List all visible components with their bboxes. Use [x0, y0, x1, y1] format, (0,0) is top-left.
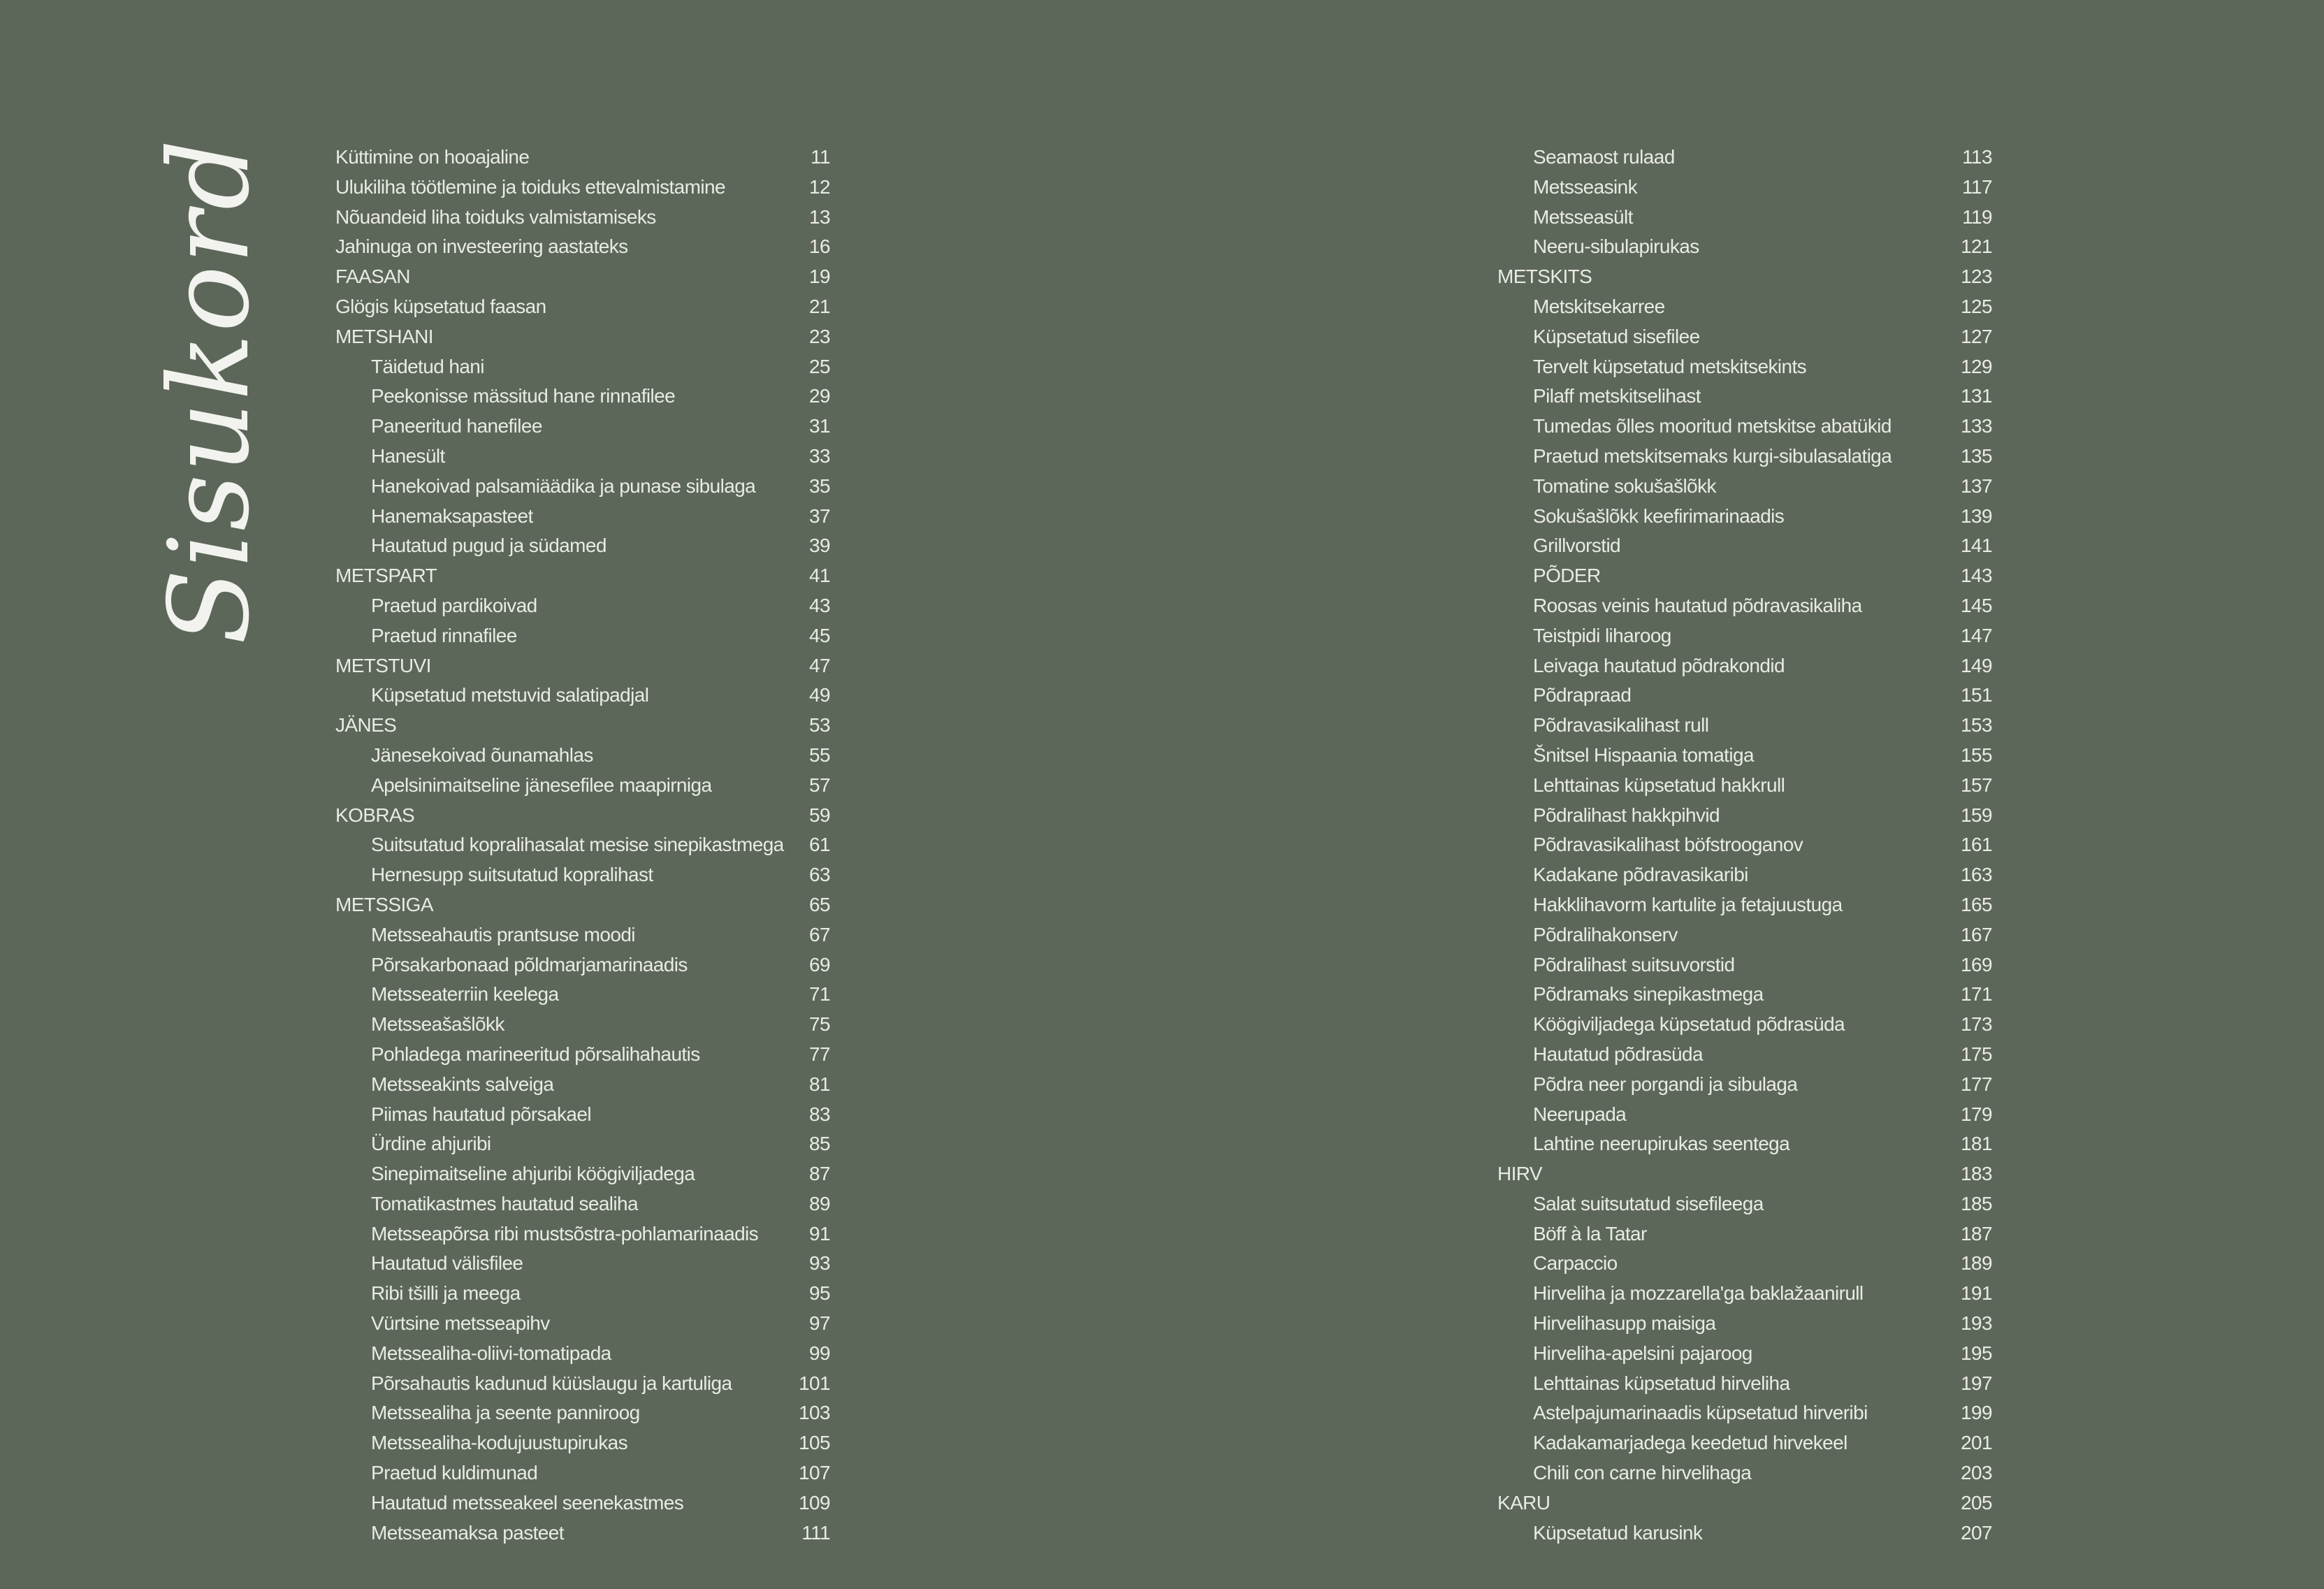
toc-entry-page-number: 45	[809, 624, 830, 646]
toc-section-entry	[335, 711, 830, 741]
toc-entry-title: Neeru-sibulapirukas	[1533, 235, 1699, 258]
toc-entry-page-number: 185	[1961, 1192, 1992, 1214]
toc-entry-page-number: 85	[809, 1133, 830, 1155]
toc-entry-page-number: 151	[1961, 684, 1992, 706]
toc-entry-title: Hakklihavorm kartulite ja fetajuustuga	[1533, 893, 1843, 915]
toc-entry-title: Praetud metskitsemaks kurgi-sibulasalatiga	[1533, 444, 1892, 467]
toc-entry-page-number: 55	[809, 743, 830, 766]
toc-entry-page-number: 101	[799, 1372, 830, 1394]
toc-entry-title: Seamaost rulaad	[1533, 146, 1675, 168]
toc-entry-page-number: 31	[809, 415, 830, 437]
toc-recipe-entry	[335, 621, 830, 651]
toc-entry-title: Põdra neer porgandi ja sibulaga	[1533, 1073, 1798, 1095]
toc-entry-title: Tervelt küpsetatud metskitsekints	[1533, 355, 1807, 377]
toc-entry-title: HIRV	[1497, 1163, 1542, 1185]
toc-entry-page-number: 29	[809, 385, 830, 407]
toc-entry-page-number: 139	[1961, 505, 1992, 527]
toc-entry-title: KARU	[1497, 1491, 1550, 1514]
toc-recipe-entry	[1497, 1369, 1992, 1399]
toc-entry-title: Sokušašlõkk keefirimarinaadis	[1533, 505, 1785, 527]
toc-entry-page-number: 199	[1961, 1402, 1992, 1424]
toc-entry-page-number: 129	[1961, 355, 1992, 377]
toc-recipe-entry	[1497, 502, 1992, 532]
toc-entry-page-number: 143	[1961, 565, 1992, 587]
toc-recipe-entry	[335, 1249, 830, 1279]
toc-entry-page-number: 21	[809, 295, 830, 317]
toc-recipe-entry	[1497, 1249, 1992, 1279]
toc-recipe-entry	[1497, 741, 1992, 771]
toc-entry-page-number: 57	[809, 774, 830, 796]
toc-section-entry	[335, 143, 830, 173]
toc-entry-title: Metsseahautis prantsuse moodi	[371, 923, 635, 945]
toc-recipe-entry	[335, 1309, 830, 1339]
toc-recipe-entry	[1497, 1070, 1992, 1100]
toc-entry-page-number: 65	[809, 893, 830, 915]
toc-recipe-entry	[335, 860, 830, 890]
toc-entry-page-number: 131	[1961, 385, 1992, 407]
toc-entry-title: Põdralihast suitsuvorstid	[1533, 953, 1735, 975]
toc-entry-title: Metsseakints salveiga	[371, 1073, 554, 1095]
toc-entry-title: Põdralihast hakkpihvid	[1533, 804, 1720, 826]
toc-entry-title: Neerupada	[1533, 1103, 1627, 1125]
toc-recipe-entry	[1497, 1100, 1992, 1130]
toc-entry-page-number: 135	[1961, 444, 1992, 467]
toc-entry-page-number: 155	[1961, 743, 1992, 766]
toc-recipe-entry	[335, 1428, 830, 1458]
toc-entry-page-number: 193	[1961, 1312, 1992, 1335]
toc-entry-page-number: 123	[1961, 266, 1992, 288]
toc-entry-title: Hirveliha-apelsini pajaroog	[1533, 1342, 1752, 1364]
toc-entry-title: Hernesupp suitsutatud kopralihast	[371, 864, 653, 886]
toc-recipe-entry	[1497, 830, 1992, 860]
toc-entry-title: Põdravasikalihast rull	[1533, 714, 1709, 737]
toc-entry-page-number: 117	[1962, 175, 1992, 198]
toc-entry-page-number: 109	[799, 1491, 830, 1514]
toc-entry-title: Sinepimaitseline ahjuribi köögiviljadega	[371, 1163, 695, 1185]
toc-recipe-entry	[1497, 920, 1992, 950]
toc-entry-title: KOBRAS	[335, 804, 415, 826]
toc-recipe-entry	[1497, 651, 1992, 681]
toc-section-entry	[335, 262, 830, 292]
toc-entry-page-number: 153	[1961, 714, 1992, 737]
toc-entry-page-number: 43	[809, 594, 830, 616]
toc-entry-page-number: 71	[809, 983, 830, 1006]
toc-entry-page-number: 83	[809, 1103, 830, 1125]
toc-entry-title: Peekonisse mässitud hane rinnafilee	[371, 385, 676, 407]
toc-recipe-entry	[1497, 1189, 1992, 1219]
toc-recipe-entry	[1497, 890, 1992, 920]
toc-section-entry	[335, 292, 830, 322]
toc-entry-page-number: 145	[1961, 594, 1992, 616]
toc-entry-title: Paneeritud hanefilee	[371, 415, 542, 437]
toc-entry-title: Metsseasink	[1533, 175, 1638, 198]
toc-entry-title: Tomatikastmes hautatud sealiha	[371, 1192, 638, 1214]
toc-entry-title: Metsseamaksa pasteet	[371, 1521, 564, 1544]
toc-recipe-entry	[335, 1100, 830, 1130]
toc-section-entry	[335, 203, 830, 233]
toc-entry-title: Praetud kuldimunad	[371, 1462, 538, 1484]
toc-entry-title: METSKITS	[1497, 266, 1592, 288]
toc-entry-page-number: 63	[809, 864, 830, 886]
toc-entry-page-number: 107	[799, 1462, 830, 1484]
toc-entry-title: Hanesült	[371, 444, 445, 467]
toc-recipe-entry	[1497, 1219, 1992, 1249]
toc-recipe-entry	[335, 531, 830, 561]
toc-recipe-entry	[335, 830, 830, 860]
toc-entry-title: Suitsutatud kopralihasalat mesise sinepikastmega	[371, 834, 784, 856]
toc-entry-title: Lehttainas küpsetatud hakkrull	[1533, 774, 1785, 796]
toc-entry-title: Šnitsel Hispaania tomatiga	[1533, 743, 1754, 766]
toc-entry-title: Küttimine on hooajaline	[335, 146, 530, 168]
toc-recipe-entry	[335, 980, 830, 1010]
toc-entry-title: Grillvorstid	[1533, 535, 1621, 557]
toc-entry-title: METSSIGA	[335, 893, 433, 915]
toc-entry-title: Küpsetatud sisefilee	[1533, 325, 1700, 347]
toc-recipe-entry	[335, 1279, 830, 1309]
toc-entry-page-number: 189	[1961, 1252, 1992, 1275]
toc-recipe-entry	[1497, 1040, 1992, 1070]
toc-entry-page-number: 175	[1961, 1043, 1992, 1065]
toc-entry-title: Tumedas õlles mooritud metskitse abatükid	[1533, 415, 1891, 437]
toc-recipe-entry	[335, 1129, 830, 1159]
toc-entry-page-number: 111	[801, 1521, 830, 1544]
contents-heading	[133, 138, 286, 645]
toc-recipe-entry	[1497, 621, 1992, 651]
toc-entry-title: Hanemaksapasteet	[371, 505, 533, 527]
toc-entry-page-number: 181	[1961, 1133, 1992, 1155]
toc-entry-title: Glögis küpsetatud faasan	[335, 295, 546, 317]
toc-entry-title: FAASAN	[335, 266, 410, 288]
toc-entry-page-number: 203	[1961, 1462, 1992, 1484]
toc-recipe-entry	[1497, 1279, 1992, 1309]
toc-recipe-entry	[335, 1070, 830, 1100]
toc-recipe-entry	[1497, 292, 1992, 322]
toc-entry-page-number: 59	[809, 804, 830, 826]
toc-recipe-entry	[1497, 1398, 1992, 1428]
toc-entry-title: Täidetud hani	[371, 355, 484, 377]
toc-entry-page-number: 141	[1961, 535, 1992, 557]
toc-entry-title: Metsseaterriin keelega	[371, 983, 559, 1006]
toc-entry-title: Hirvelihasupp maisiga	[1533, 1312, 1716, 1335]
toc-left-column	[335, 143, 830, 1548]
toc-section-entry	[335, 890, 830, 920]
toc-entry-page-number: 47	[809, 654, 830, 676]
toc-recipe-entry	[335, 1458, 830, 1488]
toc-entry-page-number: 89	[809, 1192, 830, 1214]
toc-entry-page-number: 23	[809, 325, 830, 347]
toc-entry-title: METSHANI	[335, 325, 433, 347]
toc-entry-page-number: 75	[809, 1013, 830, 1036]
toc-entry-title: Praetud rinnafilee	[371, 624, 517, 646]
toc-recipe-entry	[1497, 203, 1992, 233]
toc-section-entry	[335, 561, 830, 591]
toc-entry-title: Pohladega marineeritud põrsalihahautis	[371, 1043, 700, 1065]
toc-entry-title: Ribi tšilli ja meega	[371, 1282, 521, 1305]
toc-recipe-entry	[1497, 1129, 1992, 1159]
toc-entry-page-number: 93	[809, 1252, 830, 1275]
toc-section-entry	[1497, 262, 1992, 292]
toc-entry-title: Teistpidi liharoog	[1533, 624, 1671, 646]
toc-recipe-entry	[335, 502, 830, 532]
toc-entry-title: Vürtsine metsseapihv	[371, 1312, 550, 1335]
toc-recipe-entry	[1497, 591, 1992, 621]
toc-entry-page-number: 183	[1961, 1163, 1992, 1185]
toc-entry-page-number: 33	[809, 444, 830, 467]
toc-recipe-entry	[1497, 1309, 1992, 1339]
toc-entry-title: JÄNES	[335, 714, 397, 737]
toc-recipe-entry	[1497, 531, 1992, 561]
toc-entry-page-number: 187	[1961, 1222, 1992, 1245]
toc-entry-page-number: 25	[809, 355, 830, 377]
toc-entry-title: Metssealiha-kodujuustupirukas	[371, 1432, 628, 1454]
toc-entry-title: METSPART	[335, 565, 437, 587]
toc-entry-page-number: 179	[1961, 1103, 1992, 1125]
toc-section-entry	[1497, 1488, 1992, 1518]
toc-entry-page-number: 67	[809, 923, 830, 945]
toc-entry-title: Põdravasikalihast böfstrooganov	[1533, 834, 1803, 856]
toc-recipe-entry	[335, 741, 830, 771]
toc-section-entry	[1497, 1159, 1992, 1189]
toc-entry-page-number: 13	[809, 205, 830, 228]
toc-entry-title: Metskitsekarree	[1533, 295, 1665, 317]
toc-entry-title: METSTUVI	[335, 654, 431, 676]
toc-entry-page-number: 147	[1961, 624, 1992, 646]
toc-recipe-entry	[335, 352, 830, 382]
toc-recipe-entry	[1497, 322, 1992, 352]
toc-entry-page-number: 121	[1961, 235, 1992, 258]
toc-entry-page-number: 11	[811, 146, 830, 168]
toc-entry-title: Metsseasült	[1533, 205, 1633, 228]
toc-entry-page-number: 161	[1961, 834, 1992, 856]
toc-recipe-entry	[335, 1398, 830, 1428]
toc-recipe-entry	[335, 382, 830, 412]
toc-entry-page-number: 19	[809, 266, 830, 288]
toc-entry-page-number: 205	[1961, 1491, 1992, 1514]
toc-entry-title: Jänesekoivad õunamahlas	[371, 743, 593, 766]
toc-recipe-entry	[1497, 1518, 1992, 1548]
toc-entry-title: Põdrapraad	[1533, 684, 1632, 706]
toc-entry-page-number: 119	[1962, 205, 1992, 228]
toc-recipe-entry	[1497, 382, 1992, 412]
toc-entry-page-number: 95	[809, 1282, 830, 1305]
toc-recipe-entry	[335, 1189, 830, 1219]
toc-entry-page-number: 207	[1961, 1521, 1992, 1544]
toc-entry-page-number: 103	[799, 1402, 830, 1424]
toc-entry-page-number: 149	[1961, 654, 1992, 676]
toc-entry-page-number: 169	[1961, 953, 1992, 975]
toc-entry-page-number: 127	[1961, 325, 1992, 347]
toc-entry-page-number: 191	[1961, 1282, 1992, 1305]
toc-recipe-entry	[335, 1010, 830, 1040]
toc-entry-title: Tomatine sokušašlõkk	[1533, 474, 1716, 497]
toc-entry-title: Põdralihakonserv	[1533, 923, 1678, 945]
toc-entry-page-number: 163	[1961, 864, 1992, 886]
toc-entry-title: Roosas veinis hautatud põdravasikaliha	[1533, 594, 1862, 616]
toc-entry-page-number: 197	[1961, 1372, 1992, 1394]
toc-entry-title: Salat suitsutatud sisefileega	[1533, 1192, 1764, 1214]
toc-recipe-entry	[335, 920, 830, 950]
toc-entry-page-number: 53	[809, 714, 830, 737]
toc-entry-page-number: 81	[809, 1073, 830, 1095]
toc-entry-title: Ulukiliha töötlemine ja toiduks ettevalmistamine	[335, 175, 725, 198]
toc-entry-title: Kadakamarjadega keedetud hirvekeel	[1533, 1432, 1847, 1454]
toc-recipe-entry	[335, 681, 830, 711]
toc-recipe-entry	[1497, 173, 1992, 203]
toc-recipe-entry	[1497, 442, 1992, 472]
toc-entry-title: Apelsinimaitseline jänesefilee maapirniga	[371, 774, 712, 796]
toc-entry-title: Hautatud põdrasüda	[1533, 1043, 1703, 1065]
toc-entry-title: Nõuandeid liha toiduks valmistamiseks	[335, 205, 656, 228]
toc-entry-page-number: 177	[1961, 1073, 1992, 1095]
toc-recipe-entry	[1497, 950, 1992, 980]
toc-entry-page-number: 37	[809, 505, 830, 527]
toc-recipe-entry	[335, 1159, 830, 1189]
toc-entry-title: Leivaga hautatud põdrakondid	[1533, 654, 1785, 676]
toc-recipe-entry	[1497, 1010, 1992, 1040]
toc-entry-title: Hirveliha ja mozzarella'ga baklažaanirull	[1533, 1282, 1864, 1305]
toc-entry-page-number: 99	[809, 1342, 830, 1364]
toc-section-entry	[335, 322, 830, 352]
toc-recipe-entry	[335, 1339, 830, 1369]
toc-entry-page-number: 113	[1962, 146, 1992, 168]
toc-section-entry	[335, 232, 830, 262]
toc-entry-title: Metsseapõrsa ribi mustsõstra-pohlamarinaadis	[371, 1222, 759, 1245]
toc-recipe-entry	[335, 442, 830, 472]
toc-entry-page-number: 159	[1961, 804, 1992, 826]
toc-entry-page-number: 157	[1961, 774, 1992, 796]
toc-recipe-entry	[1497, 801, 1992, 831]
toc-recipe-entry	[335, 771, 830, 801]
toc-entry-title: Ürdine ahjuribi	[371, 1133, 491, 1155]
toc-entry-title: Piimas hautatud põrsakael	[371, 1103, 591, 1125]
toc-entry-title: Pilaff metskitselihast	[1533, 385, 1701, 407]
toc-entry-title: Praetud pardikoivad	[371, 594, 537, 616]
toc-recipe-entry	[1497, 232, 1992, 262]
toc-recipe-entry	[335, 1518, 830, 1548]
toc-recipe-entry	[1497, 412, 1992, 442]
toc-recipe-entry	[1497, 711, 1992, 741]
toc-entry-title: Metssealiha-oliivi-tomatipada	[371, 1342, 611, 1364]
toc-entry-title: Lahtine neerupirukas seentega	[1533, 1133, 1790, 1155]
toc-entry-page-number: 173	[1961, 1013, 1992, 1036]
toc-entry-title: Chili con carne hirvelihaga	[1533, 1462, 1752, 1484]
toc-entry-title: Böff à la Tatar	[1533, 1222, 1647, 1245]
toc-entry-page-number: 87	[809, 1163, 830, 1185]
toc-entry-title: Kadakane põdravasikaribi	[1533, 864, 1748, 886]
toc-section-entry	[335, 801, 830, 831]
toc-entry-page-number: 35	[809, 474, 830, 497]
toc-section-entry	[335, 651, 830, 681]
toc-entry-title: Metssealiha ja seente panniroog	[371, 1402, 640, 1424]
toc-entry-title: Metsseašašlõkk	[371, 1013, 504, 1036]
toc-entry-page-number: 171	[1961, 983, 1992, 1006]
toc-entry-page-number: 125	[1961, 295, 1992, 317]
toc-entry-title: Hanekoivad palsamiäädika ja punase sibulaga	[371, 474, 756, 497]
toc-entry-title: Põdramaks sinepikastmega	[1533, 983, 1764, 1006]
toc-entry-page-number: 61	[809, 834, 830, 856]
toc-recipe-entry	[1497, 1339, 1992, 1369]
toc-entry-title: Küpsetatud metstuvid salatipadjal	[371, 684, 649, 706]
toc-entry-page-number: 16	[809, 235, 830, 258]
toc-recipe-entry	[335, 472, 830, 502]
toc-entry-title: Hautatud metsseakeel seenekastmes	[371, 1491, 684, 1514]
toc-recipe-entry	[1497, 143, 1992, 173]
toc-recipe-entry	[335, 1369, 830, 1399]
toc-entry-title: Hautatud pugud ja südamed	[371, 535, 607, 557]
toc-entry-page-number: 137	[1961, 474, 1992, 497]
toc-entry-title: Põrsakarbonaad põldmarjamarinaadis	[371, 953, 688, 975]
toc-recipe-entry	[335, 591, 830, 621]
toc-entry-page-number: 69	[809, 953, 830, 975]
toc-entry-title: Jahinuga on investeering aastateks	[335, 235, 628, 258]
toc-entry-page-number: 49	[809, 684, 830, 706]
toc-entry-title: Carpaccio	[1533, 1252, 1618, 1275]
toc-recipe-entry	[1497, 681, 1992, 711]
toc-recipe-entry	[1497, 771, 1992, 801]
toc-recipe-entry	[1497, 472, 1992, 502]
toc-recipe-entry	[335, 1219, 830, 1249]
toc-recipe-entry	[1497, 980, 1992, 1010]
toc-recipe-entry	[1497, 352, 1992, 382]
toc-recipe-entry	[1497, 860, 1992, 890]
toc-entry-page-number: 12	[809, 175, 830, 198]
toc-entry-page-number: 167	[1961, 923, 1992, 945]
toc-recipe-entry	[335, 950, 830, 980]
toc-recipe-entry	[1497, 1428, 1992, 1458]
toc-recipe-entry	[1497, 561, 1992, 591]
toc-entry-title: PÕDER	[1533, 565, 1601, 587]
toc-entry-title: Küpsetatud karusink	[1533, 1521, 1703, 1544]
toc-entry-page-number: 41	[809, 565, 830, 587]
toc-entry-page-number: 133	[1961, 415, 1992, 437]
toc-entry-title: Astelpajumarinaadis küpsetatud hirveribi	[1533, 1402, 1868, 1424]
toc-entry-page-number: 105	[799, 1432, 830, 1454]
toc-entry-title: Lehttainas küpsetatud hirveliha	[1533, 1372, 1790, 1394]
toc-entry-title: Köögiviljadega küpsetatud põdrasüda	[1533, 1013, 1845, 1036]
toc-recipe-entry	[335, 1040, 830, 1070]
toc-entry-title: Põrsahautis kadunud küüslaugu ja kartuliga	[371, 1372, 732, 1394]
toc-recipe-entry	[1497, 1458, 1992, 1488]
toc-entry-page-number: 39	[809, 535, 830, 557]
toc-entry-page-number: 165	[1961, 893, 1992, 915]
toc-entry-page-number: 195	[1961, 1342, 1992, 1364]
toc-entry-page-number: 201	[1961, 1432, 1992, 1454]
toc-recipe-entry	[335, 412, 830, 442]
toc-entry-page-number: 91	[809, 1222, 830, 1245]
toc-entry-page-number: 77	[809, 1043, 830, 1065]
toc-section-entry	[335, 173, 830, 203]
toc-right-column	[1497, 143, 1992, 1548]
toc-entry-page-number: 97	[809, 1312, 830, 1335]
contents-heading-text: Sisukord	[145, 138, 274, 645]
toc-recipe-entry	[335, 1488, 830, 1518]
toc-entry-title: Hautatud välisfilee	[371, 1252, 523, 1275]
